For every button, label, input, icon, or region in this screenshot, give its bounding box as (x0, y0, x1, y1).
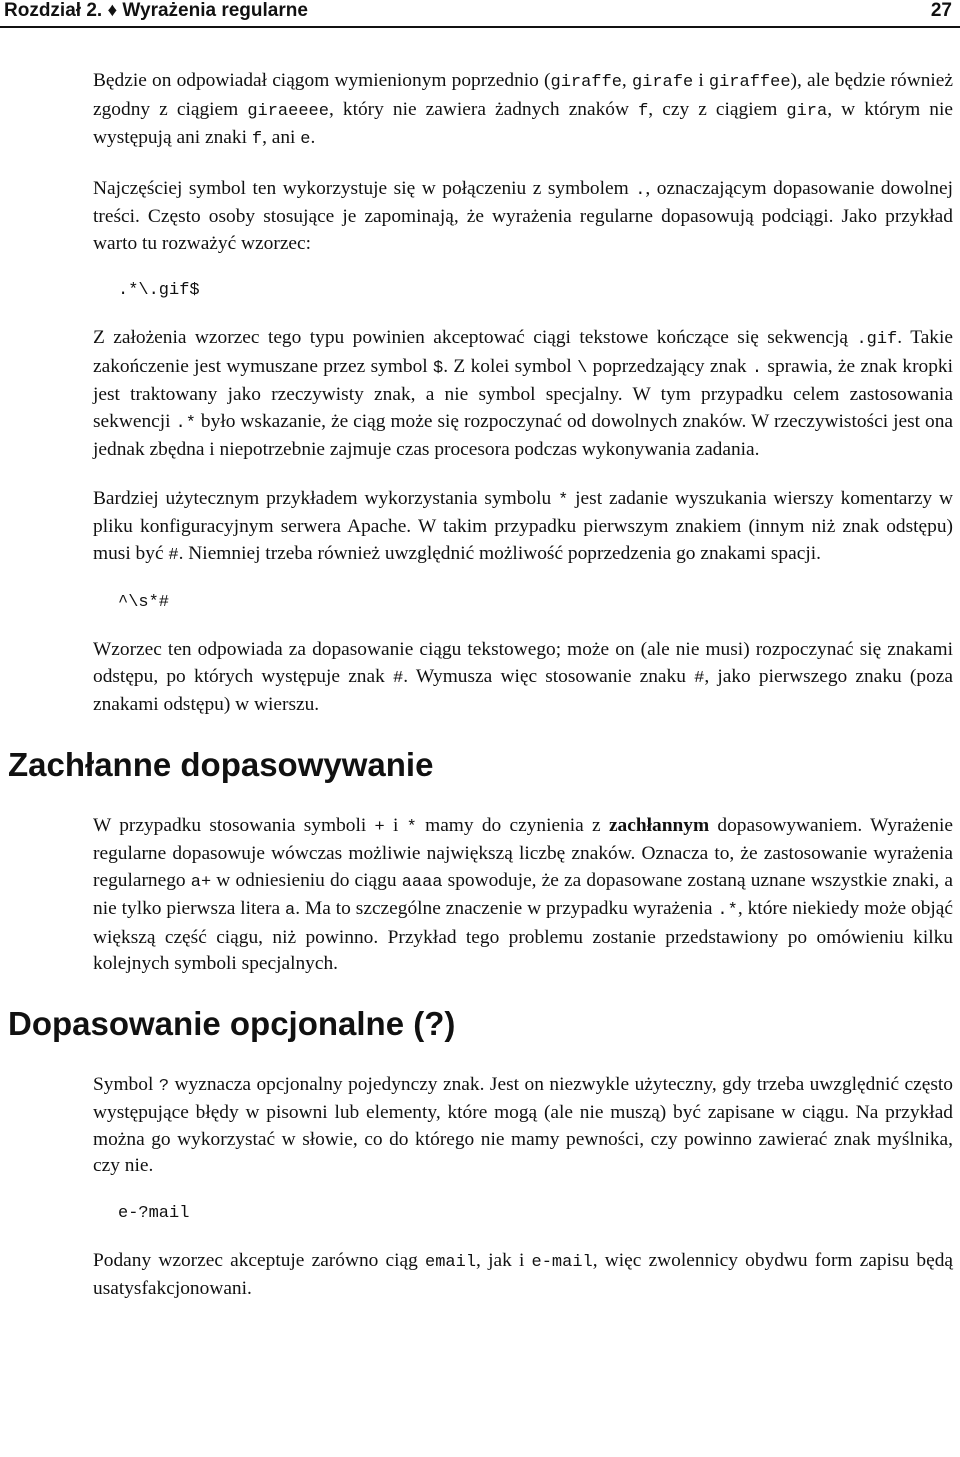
inline-code: \ (577, 358, 588, 378)
inline-code: + (374, 817, 385, 837)
inline-code: * (406, 817, 417, 837)
text: ), ale będzie również zgodny z ciągiem (93, 70, 953, 120)
text: mamy do czynienia z (416, 814, 609, 836)
inline-code: gira (786, 101, 828, 121)
inline-code: f (638, 101, 649, 121)
text: Najczęściej symbol ten wykorzystuje się w połączeniu z symbolem (93, 177, 636, 199)
text: Z założenia wzorzec tego typu powinien akceptować ciągi tekstowe kończące się sekwencją (93, 327, 857, 348)
text: Będzie on odpowiadał ciągom wymienionym poprzednio ( (93, 70, 551, 91)
code-example: e-?mail (118, 1203, 190, 1223)
paragraph (93, 325, 953, 464)
section-heading: Zachłanne dopasowywanie (8, 745, 434, 783)
paragraph (93, 1248, 953, 1303)
inline-code: .* (717, 901, 738, 920)
code-example: .*\.gif$ (118, 281, 200, 300)
text: . (310, 127, 316, 148)
code-example: ^\s*# (118, 593, 170, 612)
text: wyznacza opcjonalny pojedynczy znak. Jest on niezwykle użyteczny, gdy trzeba uwzględnić często występujące błędy w pisowni lub elementy, które mogą (ale nie muszą) być zapisane w ciągu. Na przykład można go wykorzystać w słowie, co do którego nie mamy pewności, czy powinno zawierać znak myślnika, czy nie. (93, 1073, 953, 1176)
inline-code: e (300, 130, 311, 149)
inline-code: giraffe (550, 73, 622, 92)
inline-code: giraffee (708, 73, 791, 92)
text: i (384, 814, 407, 836)
text: . Z kolei symbol (443, 355, 578, 377)
bold-term: zachłannym (608, 814, 710, 836)
text: , jak i (476, 1249, 532, 1271)
paragraph (93, 637, 953, 719)
text: sprawia, że znak kropki jest traktowany jako rzeczywisty znak, a nie symbol specjalny. W tym przypadku celem zastosowania sekwencji (93, 355, 953, 432)
text: jest zadanie wyszukania wierszy komentarzy w pliku konfiguracyjnym serwera Apache. W takim przypadku pierwszym znakiem (innym niż znak odstępu) musi być (93, 487, 953, 564)
text: W przypadku stosowania symboli (93, 814, 375, 836)
text: , który nie zawiera żadnych znaków (328, 98, 639, 120)
chapter-title: Rozdział 2. ♦ Wyrażenia regularne (4, 0, 308, 21)
paragraph (93, 68, 953, 154)
text: , (621, 70, 632, 91)
inline-code: f (251, 130, 263, 149)
inline-code: # (393, 668, 404, 688)
text: Wzorzec ten odpowiada za dopasowanie ciągu tekstowego; może on (ale nie musi) rozpoczynać się znakami odstępu, po których występuje znak (93, 639, 953, 687)
inline-code: . (751, 358, 763, 378)
paragraph (93, 813, 953, 978)
text: . Takie zakończenie jest wymuszane przez symbol (93, 327, 953, 377)
page-number: 27 (930, 0, 952, 21)
inline-code: * (558, 490, 569, 510)
text: w odniesieniu do ciągu (211, 869, 402, 891)
text: dopasowywaniem. Wyrażenie regularne dopasowuje wówczas możliwie największą liczbę znaków. Oznacza to, że zastosowanie wyrażenia regularnego (93, 814, 953, 891)
paragraph (93, 176, 953, 258)
inline-code: .* (175, 413, 196, 433)
text: i (693, 70, 709, 91)
text: , w którym nie występują ani znaki (93, 98, 953, 148)
text: było wskazanie, że ciąg może się rozpoczynać od dowolnych znaków. W rzeczywistości jest ona jednak zbędna i niepotrzebnie zajmuje czas procesora podczas wykonywania zadania. (93, 410, 953, 460)
text: poprzedzający znak (587, 355, 752, 377)
inline-code: e-mail (531, 1252, 593, 1272)
text: Symbol (93, 1073, 159, 1095)
text: , które niekiedy może objąć większą część ciągu, niż powinno. Przykład tego problemu zostanie przedstawiony po omówieniu kilku kolejnych symboli specjalnych. (93, 898, 953, 974)
section-heading: Dopasowanie opcjonalne (?) (8, 1004, 456, 1042)
inline-code: ? (158, 1076, 170, 1096)
paragraph (93, 1072, 953, 1180)
text: , czy z ciągiem (648, 98, 787, 120)
inline-code: $ (433, 358, 444, 378)
inline-code: .gif (856, 330, 898, 349)
text: . Niemniej trzeba również uwzględnić możliwość poprzedzenia go znakami spacji. (178, 542, 821, 564)
header-rule (0, 26, 960, 28)
text: Bardziej użytecznym przykładem wykorzystania symbolu (93, 487, 559, 509)
text: . Wymusza więc stosowanie znaku (403, 665, 695, 687)
inline-code: # (694, 668, 705, 688)
page-header (0, 0, 960, 26)
text: , ani (262, 127, 301, 148)
text: , oznaczającym dopasowanie dowolnej treści. Często osoby stosujące je zapominają, że wyrażenia regularne dopasowują podciągi. Jako przykład warto tu rozważyć wzorzec: (93, 177, 953, 254)
text: Podany wzorzec akceptuje zarówno ciąg (93, 1249, 426, 1271)
text: . Ma to szczególne znaczenie w przypadku wyrażenia (295, 898, 718, 919)
text: , jako pierwszego znaku (poza znakami odstępu) w wierszu. (93, 665, 953, 715)
text: spowoduje, że za dopasowane zostaną uznane wszystkie znaki, a nie tylko pierwsza litera (93, 869, 953, 919)
inline-code: a (285, 901, 296, 920)
inline-code: aaaa (401, 872, 443, 892)
text: , więc zwolennicy obydwu form zapisu będą usatysfakcjonowani. (93, 1249, 954, 1299)
inline-code: email (425, 1252, 477, 1272)
paragraph (93, 486, 953, 570)
inline-code: a+ (190, 872, 212, 892)
inline-code: girafe (631, 73, 694, 92)
inline-code: # (168, 545, 179, 565)
inline-code: . (635, 180, 646, 200)
inline-code: giraeeee (247, 101, 329, 121)
page-body (8, 68, 954, 1325)
